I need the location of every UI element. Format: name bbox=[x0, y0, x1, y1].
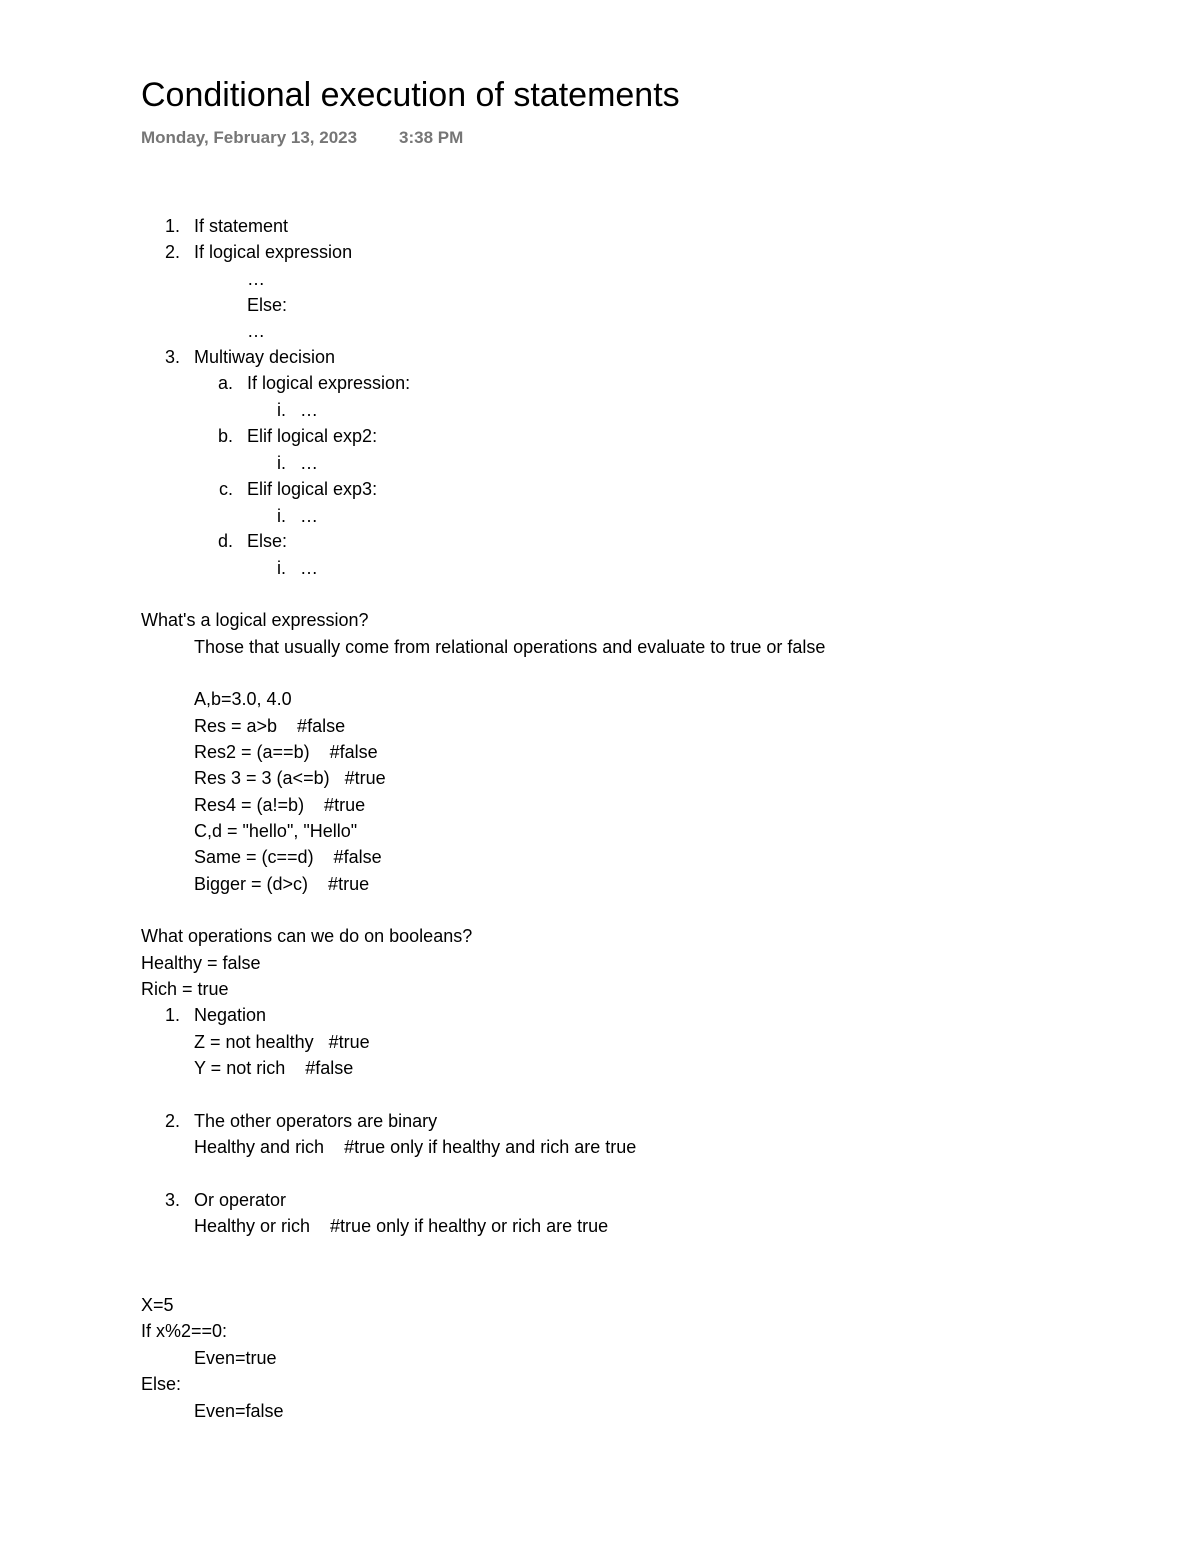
list-marker: d. bbox=[217, 531, 233, 551]
page-title: Conditional execution of statements bbox=[141, 76, 680, 114]
list-item: Else: bbox=[247, 531, 288, 551]
list-marker: c. bbox=[218, 479, 233, 499]
list-item: Elif logical exp2: bbox=[247, 426, 378, 446]
code-line: Res4 = (a!=b) #true bbox=[194, 795, 366, 815]
list-item: If statement bbox=[194, 216, 289, 236]
code-line: Else: bbox=[141, 1374, 182, 1394]
code-line: A,b=3.0, 4.0 bbox=[194, 689, 292, 709]
list-item: Elif logical exp3: bbox=[247, 479, 378, 499]
list-item: … bbox=[300, 400, 318, 420]
code-line: Same = (c==d) #false bbox=[194, 847, 382, 867]
code-line: Healthy and rich #true only if healthy and rich are true bbox=[194, 1137, 637, 1157]
section-answer: Those that usually come from relational operations and evaluate to true or false bbox=[194, 637, 826, 657]
code-line: X=5 bbox=[141, 1295, 174, 1315]
list-item: Or operator bbox=[194, 1190, 287, 1210]
page-date: Monday, February 13, 2023 bbox=[141, 128, 358, 147]
list-item: … bbox=[300, 558, 318, 578]
code-line: Res = a>b #false bbox=[194, 716, 346, 736]
code-line: If x%2==0: bbox=[141, 1321, 228, 1341]
code-line: C,d = "hello", "Hello" bbox=[194, 821, 358, 841]
code-line: Z = not healthy #true bbox=[194, 1032, 370, 1052]
list-marker: b. bbox=[217, 426, 233, 446]
list-marker: 3. bbox=[164, 347, 180, 367]
list-item: … bbox=[300, 453, 318, 473]
code-line: Healthy or rich #true only if healthy or rich are true bbox=[194, 1216, 609, 1236]
list-item: If logical expression: bbox=[247, 373, 411, 393]
code-line: Res2 = (a==b) #false bbox=[194, 742, 378, 762]
list-marker: i. bbox=[277, 400, 286, 420]
list-line: … bbox=[247, 321, 265, 341]
list-item: … bbox=[300, 506, 318, 526]
page-time: 3:38 PM bbox=[399, 128, 464, 147]
section-question: What operations can we do on booleans? bbox=[141, 926, 473, 946]
list-marker: 2. bbox=[164, 242, 180, 262]
code-line: Y = not rich #false bbox=[194, 1058, 354, 1078]
code-line: Even=false bbox=[194, 1401, 284, 1421]
list-marker: i. bbox=[277, 453, 286, 473]
code-line: Even=true bbox=[194, 1348, 277, 1368]
list-line: Else: bbox=[247, 295, 288, 315]
text-line: Rich = true bbox=[141, 979, 229, 999]
text-line: Healthy = false bbox=[141, 953, 261, 973]
list-item: If logical expression bbox=[194, 242, 353, 262]
code-line: Res 3 = 3 (a<=b) #true bbox=[194, 768, 386, 788]
list-line: … bbox=[247, 269, 265, 289]
list-marker: i. bbox=[277, 558, 286, 578]
list-item: The other operators are binary bbox=[194, 1111, 438, 1131]
list-item: Multiway decision bbox=[194, 347, 336, 367]
section-question: What's a logical expression? bbox=[141, 610, 369, 630]
list-marker: 1. bbox=[164, 1005, 180, 1025]
list-item: Negation bbox=[194, 1005, 267, 1025]
list-marker: 3. bbox=[164, 1190, 180, 1210]
list-marker: 2. bbox=[164, 1111, 180, 1131]
code-line: Bigger = (d>c) #true bbox=[194, 874, 370, 894]
list-marker: i. bbox=[277, 506, 286, 526]
list-marker: 1. bbox=[164, 216, 180, 236]
list-marker: a. bbox=[217, 373, 233, 393]
